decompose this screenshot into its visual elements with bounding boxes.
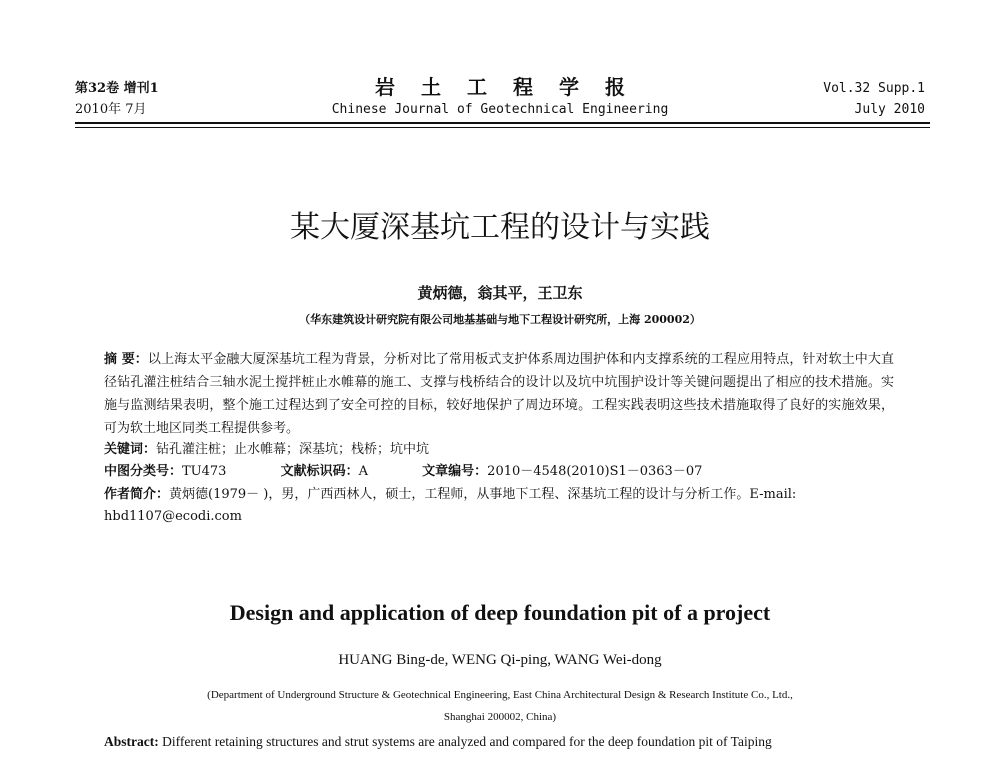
journal-title-en: Chinese Journal of Geotechnical Engineering [331,102,669,117]
author-bio [104,484,894,528]
author-bio-text: 黄炳德(1979－ )，男，广西西林人，硕士，工程师，从事地下工程、深基坑工程的设计与分析工作。E-mail: hbd1107@ecodi.com [104,487,797,524]
journal-issue-header [823,78,925,120]
affiliation-en-line2: Shanghai 200002, China) [443,711,557,723]
date-cn: 2010年 7月 [75,102,147,117]
keywords-cn [104,439,429,461]
classification-line [104,461,752,483]
header-rule-thin [75,127,930,128]
keywords-label: 关键词： [104,442,157,457]
doc-code: 文献标识码：A [280,464,369,479]
abstract-cn-text: 以上海太平金融大厦深基坑工程为背景，分析对比了常用板式支护体系周边围护体和内支撑系统的工程应用特点，针对软土中大直径钻孔灌注桩结合三轴水泥土搅拌桩止水帷幕的施工、支撑与栈桥结合的设计以及坑中坑围护设计等关键问题提出了相应的技术措施。实施与监测结果表明，整个施工过程达到了安全可控的目标，较好地保护了周边环境。工程实践表明这些技术措施取得了良好的实施效果，可为软土地区同类工程提供参考。 [104,352,894,436]
abstract-en-text: Different retaining structures and strut systems are analyzed and compared for the deep foundation pit of Taiping [162,734,772,749]
abstract-cn [104,348,894,440]
volume-en: Vol.32 Supp.1 [823,81,925,96]
affiliation-en [0,684,1000,728]
authors-cn: 黄炳德，翁其平，王卫东 [417,284,583,302]
affiliation-en-line1: (Department of Underground Structure & Geotechnical Engineering, East China Architectural Design & Research Institute Co., Ltd., [207,689,793,701]
article-number: 文章编号：2010－4548(2010)S1－0363－07 [422,464,703,479]
abstract-en-label: Abstract: [104,734,159,749]
keywords-text: 钻孔灌注桩；止水帷幕；深基坑；栈桥；坑中坑 [156,442,430,457]
date-en: July 2010 [854,102,925,117]
clc-code: 中图分类号：TU473 [104,464,227,479]
abstract-en [104,734,904,750]
abstract-cn-label: 摘 要： [104,352,148,367]
affiliation-cn: （华东建筑设计研究院有限公司地基基础与地下工程设计研究所，上海 200002） [299,313,701,326]
authors-en: HUANG Bing-de, WENG Qi-ping, WANG Wei-dong [338,652,662,668]
volume-cn: 第32卷 增刊1 [75,81,159,96]
paper-title-en: Design and application of deep foundation pit of a project [229,600,771,625]
journal-title-cn: 岩土工程学报 [375,75,651,99]
paper-title-cn: 某大厦深基坑工程的设计与实践 [290,210,710,245]
author-bio-label: 作者简介： [104,487,170,502]
header-rule-thick [75,122,930,124]
